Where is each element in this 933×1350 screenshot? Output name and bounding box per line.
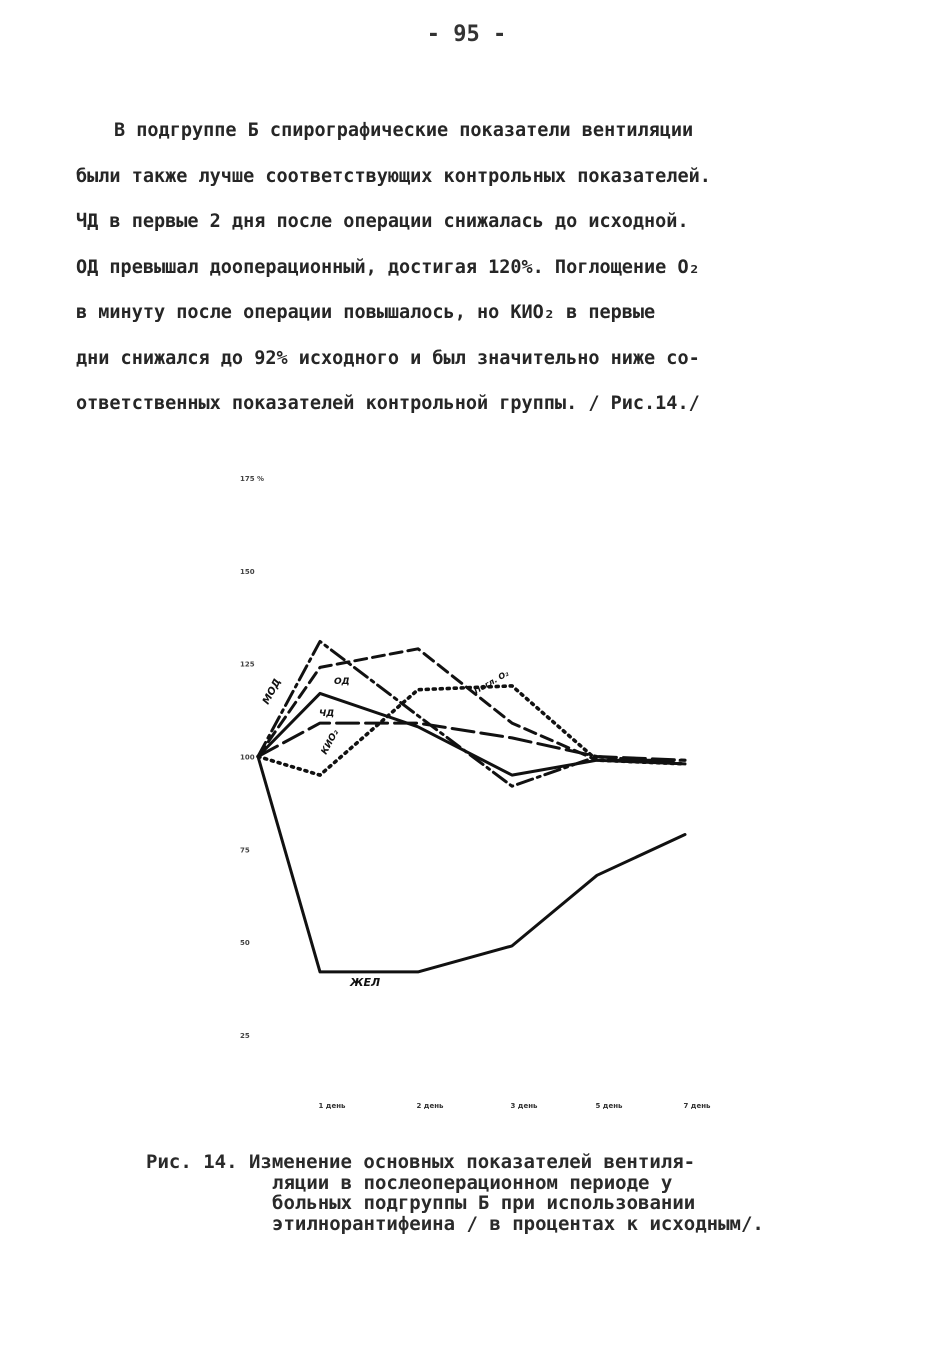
y-tick-label: 75 <box>240 846 250 855</box>
figure-caption <box>146 1152 886 1234</box>
series-label: КИО₂ <box>319 728 342 757</box>
paragraph-line: дни снижался до 92% исходного и был значительно ниже со- <box>76 347 700 369</box>
caption-line: этилнорантифеина / в процентах к исходным/. <box>272 1212 764 1235</box>
y-tick-label: 50 <box>240 939 250 948</box>
caption-line: больных подгруппы Б при использовании <box>272 1192 696 1214</box>
chart-svg <box>0 440 933 1140</box>
paragraph-line: ОД превышал дооперационный, достигая 120%. Поглощение О₂ <box>76 256 700 278</box>
series-label: МОД <box>260 677 284 707</box>
x-tick-label: 7 день <box>683 1102 711 1110</box>
series-label: Погл. О₂ <box>472 668 511 696</box>
page-number: - 95 - <box>426 22 507 47</box>
series-line-1 <box>258 693 685 775</box>
series-label: ЧД <box>319 709 335 719</box>
x-tick-label: 2 день <box>416 1102 444 1110</box>
series-line-4 <box>258 649 685 760</box>
caption-line: Рис. 14. Изменение основных показателей вентиля- <box>146 1151 696 1173</box>
x-tick-label: 1 день <box>318 1102 346 1110</box>
paragraph-line: были также лучше соответствующих контрольных показателей. <box>76 165 711 187</box>
y-tick-label: 175 % <box>240 475 265 483</box>
series-line-5 <box>258 757 685 972</box>
y-tick-label: 25 <box>240 1032 250 1040</box>
paragraph-line: ЧД в первые 2 дня после операции снижалась до исходной. <box>76 211 689 232</box>
series-label: ОД <box>334 677 350 687</box>
x-tick-label: 3 день <box>510 1102 538 1110</box>
paragraph-line: В подгруппе Б спирографические показатели вентиляции <box>114 120 694 141</box>
paragraph-line: в минуту после операции повышалось, но КИО₂ в первые <box>76 302 656 323</box>
series-label: ЖЕЛ <box>350 976 381 989</box>
caption-line: ляции в послеоперационном периоде у <box>272 1171 673 1194</box>
body-paragraph <box>76 108 876 427</box>
y-tick-label: 100 <box>240 753 255 762</box>
ventilation-chart <box>0 440 933 1140</box>
y-tick-label: 150 <box>240 567 255 576</box>
paragraph-line: ответственных показателей контрольной группы. / Рис.14./ <box>76 393 700 414</box>
y-tick-label: 125 <box>240 660 255 669</box>
x-tick-label: 5 день <box>595 1102 623 1110</box>
